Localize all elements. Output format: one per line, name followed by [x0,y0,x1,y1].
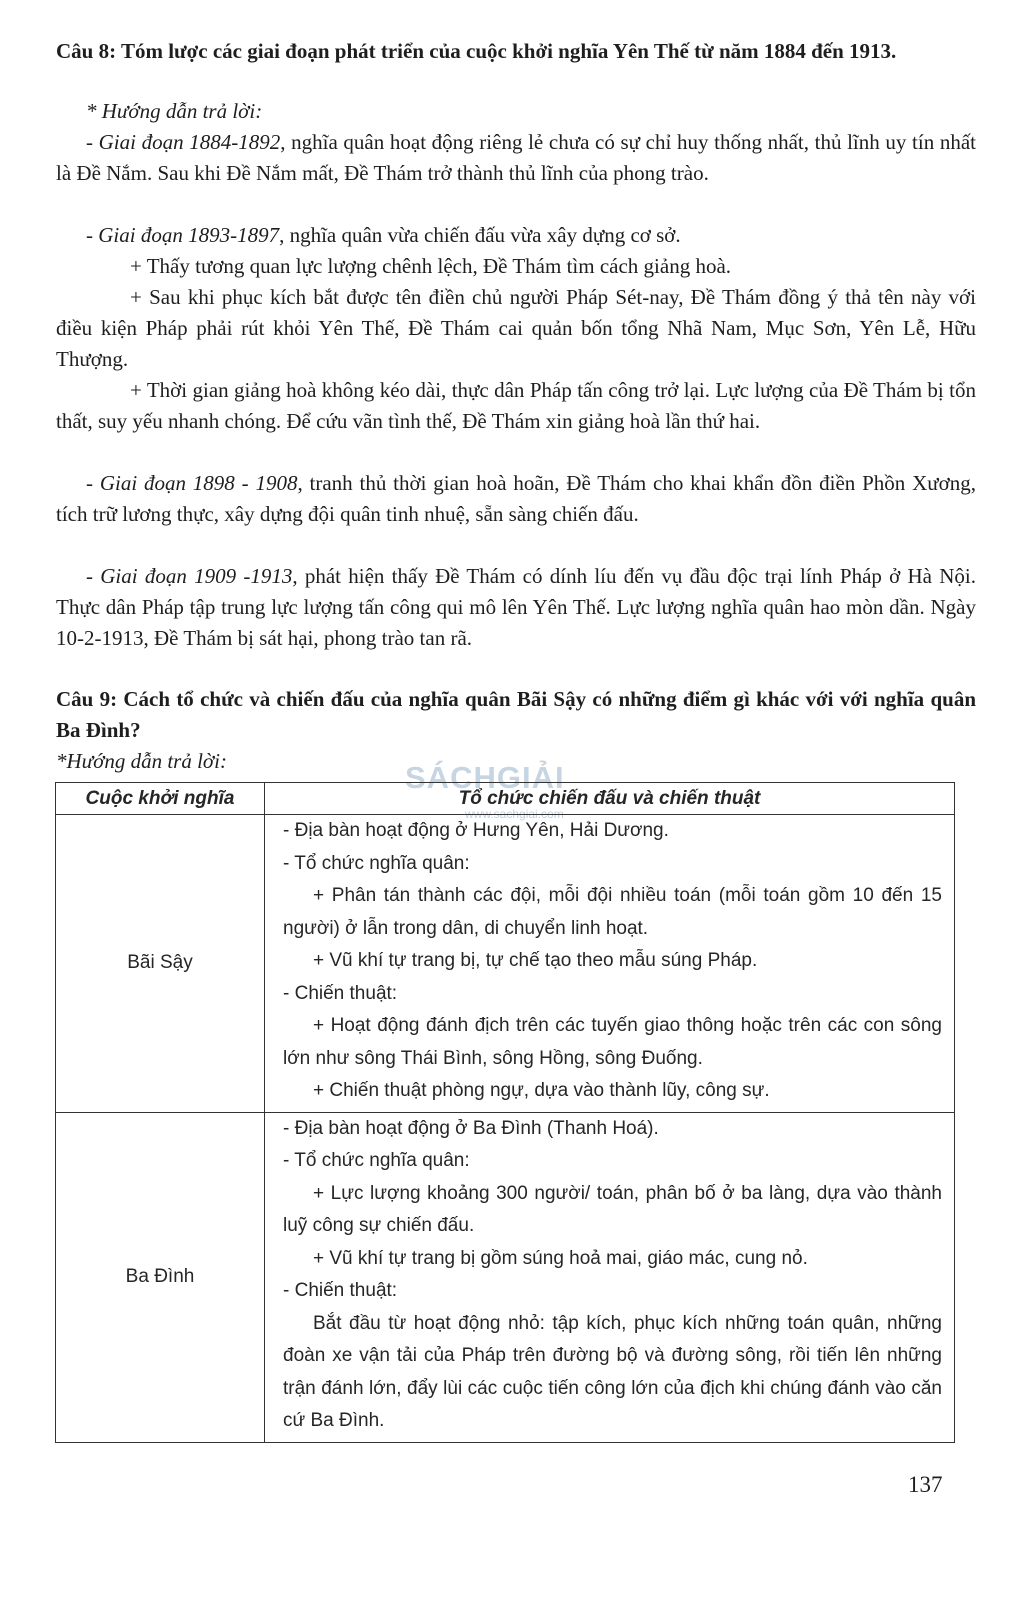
q8-stage-1 [56,127,976,189]
q8-stage-2 [56,220,976,251]
detail-area: - Địa bàn hoạt động ở Hưng Yên, Hải Dương. [283,820,669,841]
q8-stage-4-period: - Giai đoạn 1909 -1913 [86,564,293,588]
q8-stage-2-point-a: + Thấy tương quan lực lượng chênh lệch, Đề Thám tìm cách giảng hoà. [130,254,732,278]
detail-org-item: + Lực lượng khoảng 300 người/ toán, phân bố ở ba làng, dựa vào thành luỹ công sự chiến đấu. [283,1182,942,1236]
question-9-guide: *Hướng dẫn trả lời: [56,749,227,773]
question-8-title: Câu 8: Tóm lược các giai đoạn phát triển của cuộc khởi nghĩa Yên Thế từ năm 1884 đến 1913. [56,39,897,63]
q8-stage-2-text: , nghĩa quân vừa chiến đấu vừa xây dựng cơ sở. [279,223,681,247]
watermark-logo: SÁCHGIẢI [405,760,565,795]
uprising-details [265,815,955,1113]
detail-tactic-item: + Hoạt động đánh địch trên các tuyến giao thông hoặc trên các con sông lớn như sông Thái Bình, sông Hồng, sông Đuống. [283,1015,942,1069]
page-number: 137 [908,1472,943,1497]
q8-stage-3-text: , tranh thủ thời gian hoà hoãn, Đề Thám cho khai khẩn đồn điền Phồn Xương, tích trữ lương thực, xây dựng đội quân tinh nhuệ, sẵn sàng chiến đấu. [56,471,976,526]
question-9-title: Câu 9: Cách tổ chức và chiến đấu của nghĩa quân Bãi Sậy có những điểm gì khác với với nghĩa quân Ba Đình? [56,687,976,742]
q8-stage-2-point-c: + Thời gian giảng hoà không kéo dài, thực dân Pháp tấn công trở lại. Lực lượng của Đề Thám bị tổn thất, suy yếu nhanh chóng. Để cứu vãn tình thế, Đề Thám xin giảng hoà lần thứ hai. [56,378,976,433]
detail-org-item: + Phân tán thành các đội, mỗi đội nhiều toán (mỗi toán gồm 10 đến 15 người) ở lẫn trong dân, di chuyển linh hoạt. [283,885,942,939]
detail-tactic-label: - Chiến thuật: [283,982,398,1004]
header-uprising: Cuộc khởi nghĩa [56,783,265,815]
q8-stage-2-period: - Giai đoạn 1893-1897 [86,223,280,247]
comparison-table [55,782,955,1443]
q8-stage-1-period: - Giai đoạn 1884-1892 [86,130,281,154]
detail-tactic-text: Bắt đầu từ hoạt động nhỏ: tập kích, phục kích những toán quân, những đoàn xe vận tải của Pháp trên đường bộ và đường sông, rồi tiến lên những trận đánh lớn, đẩy lùi các cuộc tiến công lớn của địch khi chúng đánh vào căn cứ Ba Đình. [283,1312,942,1431]
question-8-guide: * Hướng dẫn trả lời: [86,99,263,123]
uprising-name: Bãi Sậy [56,815,265,1113]
detail-org-label: - Tổ chức nghĩa quân: [283,852,470,874]
uprising-details [265,1112,955,1442]
watermark-url: www.sachgiai.com [465,807,564,821]
detail-tactic-item: + Chiến thuật phòng ngự, dựa vào thành lũy, công sự. [313,1080,770,1101]
q8-stage-1-text: , nghĩa quân hoạt động riêng lẻ chưa có sự chỉ huy thống nhất, thủ lĩnh uy tín nhất là Đề Nắm. Sau khi Đề Nắm mất, Đề Thám trở thành thủ lĩnh của phong trào. [56,130,976,185]
q8-stage-4-text: , phát hiện thấy Đề Thám có dính líu đến vụ đầu độc trại lính Pháp ở Hà Nội. Thực dân Pháp tập trung lực lượng tấn công qui mô lên Yên Thế. Lực lượng nghĩa quân hao mòn dần. Ngày 10-2-1913, Đề Thám bị sát hại, phong trào tan rã. [56,564,976,650]
detail-org-item: + Vũ khí tự trang bị gồm súng hoả mai, giáo mác, cung nỏ. [313,1247,808,1269]
detail-org-label: - Tổ chức nghĩa quân: [283,1150,470,1171]
q8-stage-3 [56,468,976,530]
detail-area: - Địa bàn hoạt động ở Ba Đình (Thanh Hoá). [283,1117,659,1139]
detail-org-item: + Vũ khí tự trang bị, tự chế tạo theo mẫu súng Pháp. [313,950,758,971]
table-row [56,1112,955,1442]
uprising-name: Ba Đình [56,1112,265,1442]
header-organization: Tổ chức chiến đấu và chiến thuật [265,783,955,815]
q8-stage-2-point-b: + Sau khi phục kích bắt được tên điền chủ người Pháp Sét-nay, Đề Thám đồng ý thả tên này với điều kiện Pháp phải rút khỏi Yên Thế, Đề Thám cai quản bốn tổng Nhã Nam, Mục Sơn, Yên Lễ, Hữu Thượng. [56,285,976,371]
table-row [56,815,955,1113]
q8-stage-3-period: - Giai đoạn 1898 - 1908 [86,471,298,495]
table-header-row [56,783,955,815]
detail-tactic-label: - Chiến thuật: [283,1280,398,1301]
q8-stage-4 [56,561,976,654]
